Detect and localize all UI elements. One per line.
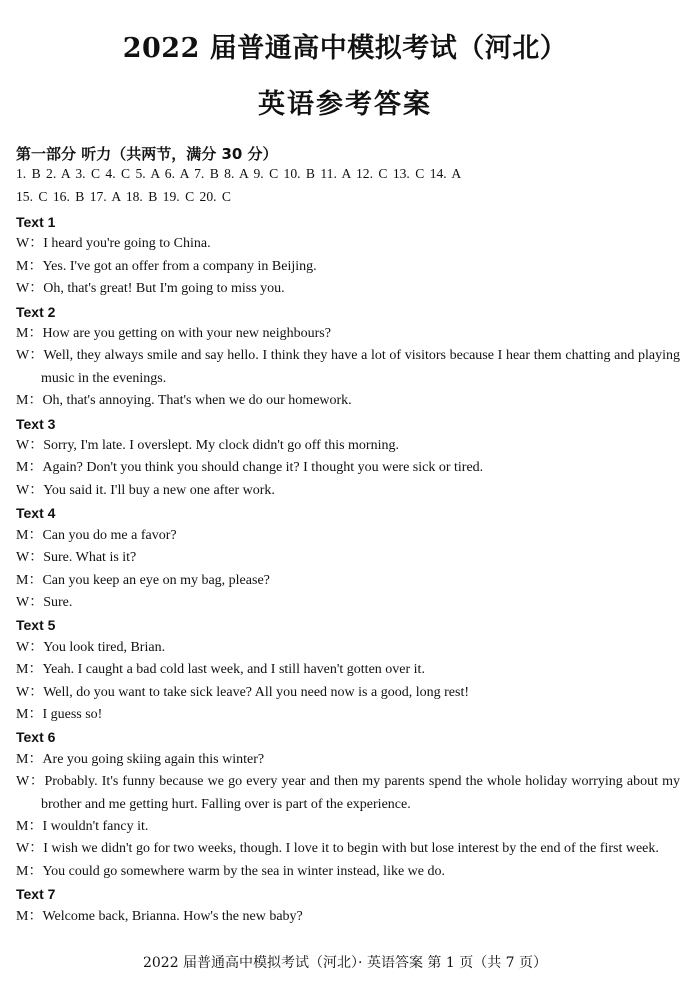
text-heading: Text 1 bbox=[16, 214, 56, 230]
dialogue-line: W：I heard you're going to China. bbox=[16, 236, 211, 252]
exam-title: 2022 届普通高中模拟考试（河北） bbox=[122, 33, 568, 64]
dialogue-line: W：Sorry, I'm late. I overslept. My clock didn't go off this morning. bbox=[16, 438, 399, 454]
text-heading: Text 2 bbox=[16, 303, 56, 320]
dialogue-line: W：Well, they always smile and say hello. I think they have a lot of visitors because I hear them chatting and playing music in the evenings. bbox=[16, 348, 680, 386]
dialogue-line: M：Again? Don't you think you should change it? I thought you were sick or tired. bbox=[16, 460, 484, 476]
dialogue-line: M：Yes. I've got an offer from a company in Beijing. bbox=[16, 258, 317, 274]
dialogue-line: M：Can you keep an eye on my bag, please? bbox=[16, 572, 270, 588]
dialogue-line: W：Sure. What is it? bbox=[16, 550, 137, 566]
section-title: 第一部分 听力（共两节，满分 30 分） bbox=[16, 145, 278, 163]
dialogue-line: W：You said it. I'll buy a new one after work. bbox=[16, 482, 275, 498]
dialogue-line: M：Yeah. I caught a bad cold last week, and I still haven't gotten over it. bbox=[16, 662, 425, 678]
dialogue-line: W：Oh, that's great! But I'm going to miss you. bbox=[16, 281, 285, 297]
dialogue-line: W：Sure. bbox=[16, 594, 73, 610]
text-heading: Text 3 bbox=[16, 415, 56, 432]
text-heading: Text 5 bbox=[16, 617, 56, 634]
transcript bbox=[16, 211, 680, 928]
dialogue-line: M：Welcome back, Brianna. How's the new baby? bbox=[16, 908, 303, 924]
text-heading: Text 7 bbox=[16, 886, 56, 903]
dialogue-line: M：How are you getting on with your new neighbours? bbox=[16, 326, 331, 342]
text-heading: Text 6 bbox=[16, 729, 56, 746]
document-subtitle: 英语参考答案 bbox=[258, 89, 432, 120]
dialogue-line: W：I wish we didn't go for two weeks, though. I love it to begin with but lose interest by the end of the first week. bbox=[16, 841, 659, 857]
dialogue-line: M：Are you going skiing again this winter? bbox=[16, 751, 265, 767]
dialogue-line: W：You look tired, Brian. bbox=[16, 639, 166, 655]
text-heading: Text 4 bbox=[16, 505, 56, 522]
dialogue-line: W：Probably. It's funny because we go every year and then my parents spend the whole holiday worrying about my brother and me getting hurt. Falling over is part of the experience. bbox=[16, 774, 680, 812]
dialogue-line: W：Well, do you want to take sick leave? All you need now is a good, long rest! bbox=[16, 684, 469, 700]
answer-key-line-2: 15. C 16. B 17. A 18. B 19. C 20. C bbox=[16, 189, 231, 204]
answer-key-line-1: 1. B 2. A 3. C 4. C 5. A 6. A 7. B 8. A 9. C 10. B 11. A 12. C 13. C 14. A bbox=[16, 166, 462, 181]
dialogue-line: M：I wouldn't fancy it. bbox=[16, 818, 149, 834]
dialogue-line: M：You could go somewhere warm by the sea in winter instead, like we do. bbox=[16, 863, 445, 879]
dialogue-line: M：Oh, that's annoying. That's when we do our homework. bbox=[16, 393, 352, 409]
dialogue-line: M：I guess so! bbox=[16, 706, 103, 722]
page-footer: 2022 届普通高中模拟考试（河北）· 英语答案 第 1 页（共 7 页） bbox=[142, 955, 548, 971]
dialogue-line: M：Can you do me a favor? bbox=[16, 527, 177, 543]
